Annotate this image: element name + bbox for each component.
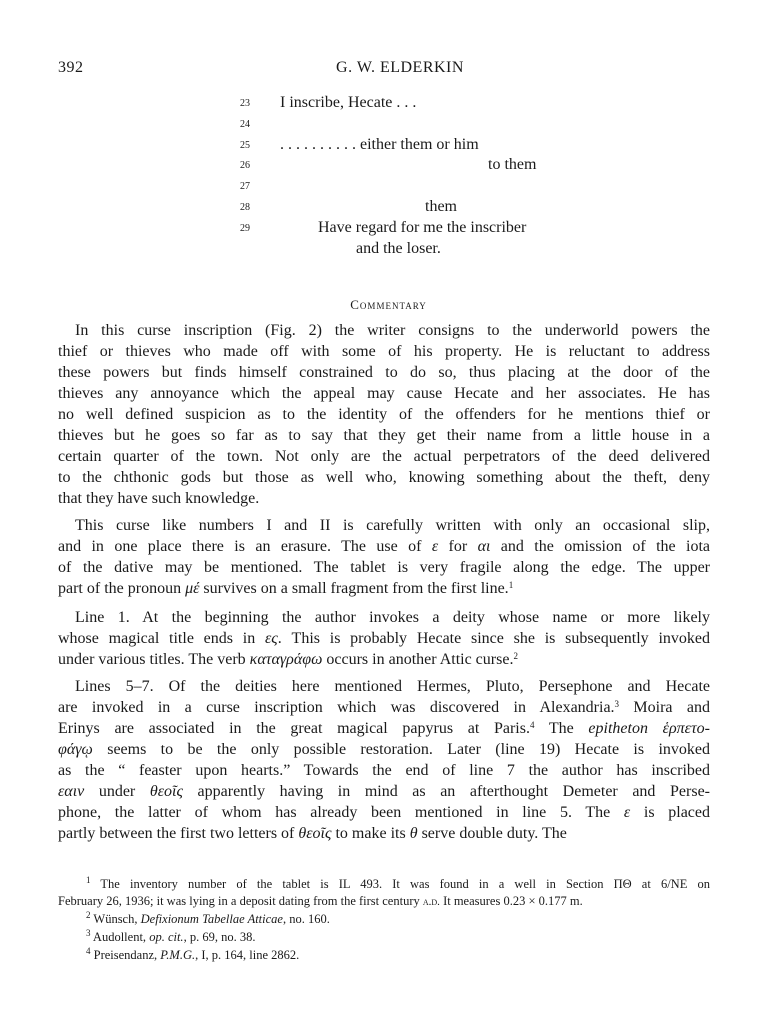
text-line: $^1$ The inventory number of the tablet is IL 493. It was found in a well in Section ΠΘ at 6/NE on xyxy=(86,875,710,891)
text-line: εαιν under θεοῖς apparently having in mind as an afterthought Demeter and Perse- xyxy=(58,783,710,800)
line-number: 24 xyxy=(240,118,250,130)
paragraph xyxy=(58,320,710,509)
text-line: Line 1. At the beginning the author invokes a deity whose name or more likely xyxy=(75,609,710,626)
footnote-ref: 2 xyxy=(86,910,91,920)
footnote-ref: 3 xyxy=(614,699,620,709)
italic-text: θεοῖς xyxy=(298,825,332,842)
translation-line: and the loser. xyxy=(356,239,441,257)
italic-text: αι xyxy=(477,538,491,555)
italic-text: φάγῳ xyxy=(58,741,93,758)
footnote-ref: 4 xyxy=(529,720,535,730)
footnote xyxy=(58,911,710,928)
footnote xyxy=(58,947,710,964)
text-line: partly between the first two letters of θεοῖς to make its θ serve double duty. The xyxy=(58,825,567,842)
italic-text: Defixionum Tabellae Atticae xyxy=(140,912,283,926)
footnote-ref: 1 xyxy=(86,875,91,885)
text-line: and in one place there is an erasure. The use of ε for αι and the omission of the iota xyxy=(58,538,711,555)
text-line: Lines 5–7. Of the deities here mentioned Hermes, Pluto, Persephone and Hecate xyxy=(75,678,710,695)
italic-text: θεοῖς xyxy=(149,783,183,800)
italic-text: θ xyxy=(409,825,418,842)
text-line: This curse like numbers I and II is carefully written with only an occasional slip, xyxy=(75,517,710,534)
text-line: Erinys are associated in the great magical papyrus at Paris.$^4$ The epitheton ἑρπετο- xyxy=(58,720,710,737)
text-line: these powers but finds himself constrained to do so, thus placing at the door of the xyxy=(58,364,710,381)
text-line: φάγῳ seems to be the only possible restoration. Later (line 19) Hecate is invoked xyxy=(58,741,710,758)
text-line: to the chthonic gods but those as well who, knowing something about the theft, deny xyxy=(58,469,710,486)
text-line: $^4$ Preisendanz, P.M.G., I, p. 164, line 2862. xyxy=(86,946,300,962)
text-line: phone, the latter of whom has already been mentioned in line 5. The ε is placed xyxy=(58,804,711,821)
translation-line: . . . . . . . . . . either them or him xyxy=(280,135,479,153)
section-heading: Commentary xyxy=(350,297,427,312)
italic-text: καταγράφω xyxy=(249,651,323,668)
page-number: 392 xyxy=(58,59,84,76)
text-line: certain quarter of the town. Not only are the actual perpetrators of the deed delivered xyxy=(58,448,710,465)
footnote-ref: 3 xyxy=(86,928,91,938)
text-line: of the dative may be mentioned. The tablet is very fragile along the edge. The upper xyxy=(58,559,710,576)
paragraph xyxy=(58,607,710,670)
line-number: 29 xyxy=(240,222,250,234)
paragraph xyxy=(58,515,710,599)
line-number: 28 xyxy=(240,202,250,213)
footnote xyxy=(58,876,710,910)
italic-text: μέ xyxy=(185,580,200,597)
translation-line: to them xyxy=(488,156,537,174)
footnote-ref: 4 xyxy=(86,946,91,956)
text-line: February 26, 1936; it was lying in a deposit dating from the first century a.d. It measures 0.23 × 0.177 m. xyxy=(58,894,583,908)
text-line: as the “ feaster upon hearts.” Towards the end of line 7 the author has inscribed xyxy=(58,762,710,779)
text-line: that they have such knowledge. xyxy=(58,490,260,507)
line-number: 27 xyxy=(240,181,250,193)
line-number: 23 xyxy=(240,98,250,109)
line-number: 26 xyxy=(240,160,250,172)
footnote-ref: 1 xyxy=(508,580,514,590)
italic-text: op. cit. xyxy=(149,930,184,944)
text-line: whose magical title ends in ες. This is probably Hecate since she is subsequently invoked xyxy=(58,630,710,647)
running-head: G. W. ELDERKIN xyxy=(336,59,464,76)
translation-line: I inscribe, Hecate . . . xyxy=(280,94,417,111)
italic-text: ε xyxy=(623,804,631,821)
text-line: In this curse inscription (Fig. 2) the writer consigns to the underworld powers the xyxy=(75,322,710,339)
translation-line: them xyxy=(425,198,457,215)
italic-text: ες xyxy=(264,630,278,647)
italic-text: epitheton ἑρπετο- xyxy=(588,720,710,737)
italic-text: εαιν xyxy=(58,783,85,800)
text-line: thieves any annoyance which the appeal may cause Hecate and her associates. He has xyxy=(58,385,710,402)
text-line: are invoked in a curse inscription which was discovered in Alexandria.$^3$ Moira and xyxy=(58,699,711,716)
paragraph xyxy=(58,676,710,844)
translation-line: Have regard for me the inscriber xyxy=(318,218,527,236)
text-line: $^3$ Audollent, op. cit., p. 69, no. 38. xyxy=(86,928,256,944)
footnote xyxy=(58,929,710,946)
small-caps-text: a.d. xyxy=(422,896,440,908)
text-line: thieves but he goes so far as to say that they get their name from a little house in a xyxy=(58,427,710,444)
italic-text: ε xyxy=(431,538,439,555)
italic-text: P.M.G. xyxy=(160,948,196,962)
line-number: 25 xyxy=(240,139,250,151)
footnote-ref: 2 xyxy=(513,651,518,661)
text-line: $^2$ Wünsch, Defixionum Tabellae Atticae, no. 160. xyxy=(86,910,330,926)
text-line: part of the pronoun μέ survives on a small fragment from the first line.$^1$ xyxy=(58,580,514,597)
text-line: no well defined suspicion as to the identity of the offenders for he mentions thief or xyxy=(58,406,710,423)
text-line: under various titles. The verb καταγράφω occurs in another Attic curse.$^2$ xyxy=(58,651,518,668)
text-line: thief or thieves who made off with some of his property. He is reluctant to address xyxy=(58,343,710,360)
